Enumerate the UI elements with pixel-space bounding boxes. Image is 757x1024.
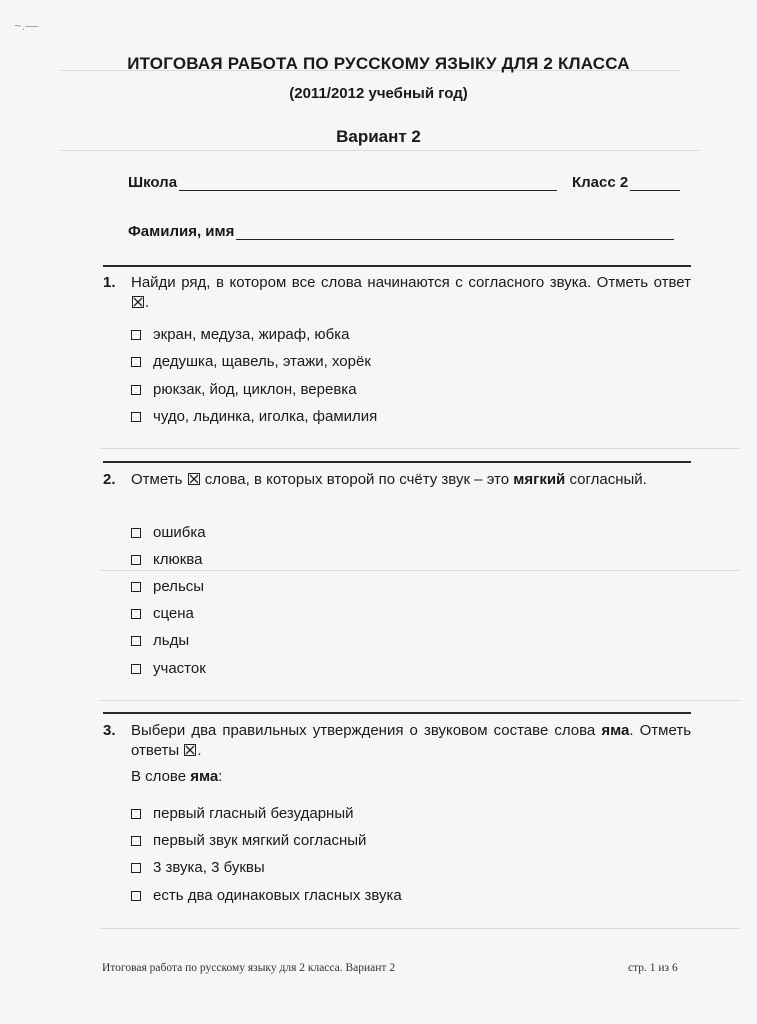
checkbox[interactable] [131,863,141,873]
ghost-line [100,448,740,449]
name-label: Фамилия, имя [128,223,235,240]
section-divider [103,712,691,714]
answer-option[interactable]: первый звук мягкий согласный [131,832,366,849]
answer-option[interactable]: дедушка, щавель, этажи, хорёк [131,353,371,370]
question-text: Отметь слова, в которых второй по счёту звук – это мягкий согласный. [131,471,647,488]
variant-label: Вариант 2 [336,127,421,146]
answer-option[interactable]: экран, медуза, жираф, юбка [131,326,350,343]
page-title: ИТОГОВАЯ РАБОТА ПО РУССКОМУ ЯЗЫКУ ДЛЯ 2 КЛАССА [127,54,630,73]
checkbox[interactable] [131,636,141,646]
answer-option[interactable]: рельсы [131,578,204,595]
question-number: 1. [103,274,116,291]
question-1 [103,273,691,315]
school-label: Школа [128,174,178,191]
ghost-line [60,150,700,151]
answer-option[interactable]: ошибка [131,524,206,541]
checkbox[interactable] [131,609,141,619]
question-text: Найди ряд, в котором все слова начинаются с согласного звука. Отметь ответ . [131,274,691,311]
answer-option[interactable]: участок [131,660,206,677]
school-field [128,174,557,191]
section-divider [103,265,691,267]
section-divider [103,461,691,463]
checkbox[interactable] [131,357,141,367]
ghost-line [100,700,740,701]
school-year: (2011/2012 учебный год) [289,85,468,102]
answer-option[interactable]: 3 звука, 3 буквы [131,859,265,876]
answer-option[interactable]: чудо, льдинка, иголка, фамилия [131,408,377,425]
checkbox[interactable] [131,582,141,592]
checked-box-icon [132,296,144,308]
question-3 [103,721,691,763]
class-input-line[interactable] [630,174,680,191]
ghost-line [100,570,740,571]
school-input-line[interactable] [179,174,557,191]
question-number: 2. [103,471,116,488]
question-number: 3. [103,722,116,739]
ghost-line [100,928,740,929]
checked-box-icon [184,744,196,756]
question-text: Выбери два правильных утверждения о звуковом составе слова яма. Отметь ответы . [131,722,692,759]
checkbox[interactable] [131,330,141,340]
checkbox[interactable] [131,385,141,395]
question-2 [103,470,691,512]
checkbox[interactable] [131,836,141,846]
answer-option[interactable]: есть два одинаковых гласных звука [131,887,402,904]
answer-option[interactable]: клюква [131,551,202,568]
name-input-line[interactable] [236,223,674,240]
checked-box-icon [188,473,200,485]
class-label: Класс 2 [572,174,629,191]
page-number: стр. 1 из 6 [628,962,678,974]
scan-mark: ~.— [14,18,39,33]
checkbox[interactable] [131,809,141,819]
answer-option[interactable]: первый гласный безударный [131,805,353,822]
checkbox[interactable] [131,555,141,565]
checkbox[interactable] [131,891,141,901]
footer-title: Итоговая работа по русскому языку для 2 класса. Вариант 2 [102,962,396,974]
class-field [572,174,680,191]
answer-option[interactable]: сцена [131,605,194,622]
question-3-subprompt: В слове яма: [131,768,223,785]
answer-option[interactable]: льды [131,632,189,649]
answer-option[interactable]: рюкзак, йод, циклон, веревка [131,381,357,398]
checkbox[interactable] [131,412,141,422]
name-field [128,223,674,240]
checkbox[interactable] [131,664,141,674]
checkbox[interactable] [131,528,141,538]
